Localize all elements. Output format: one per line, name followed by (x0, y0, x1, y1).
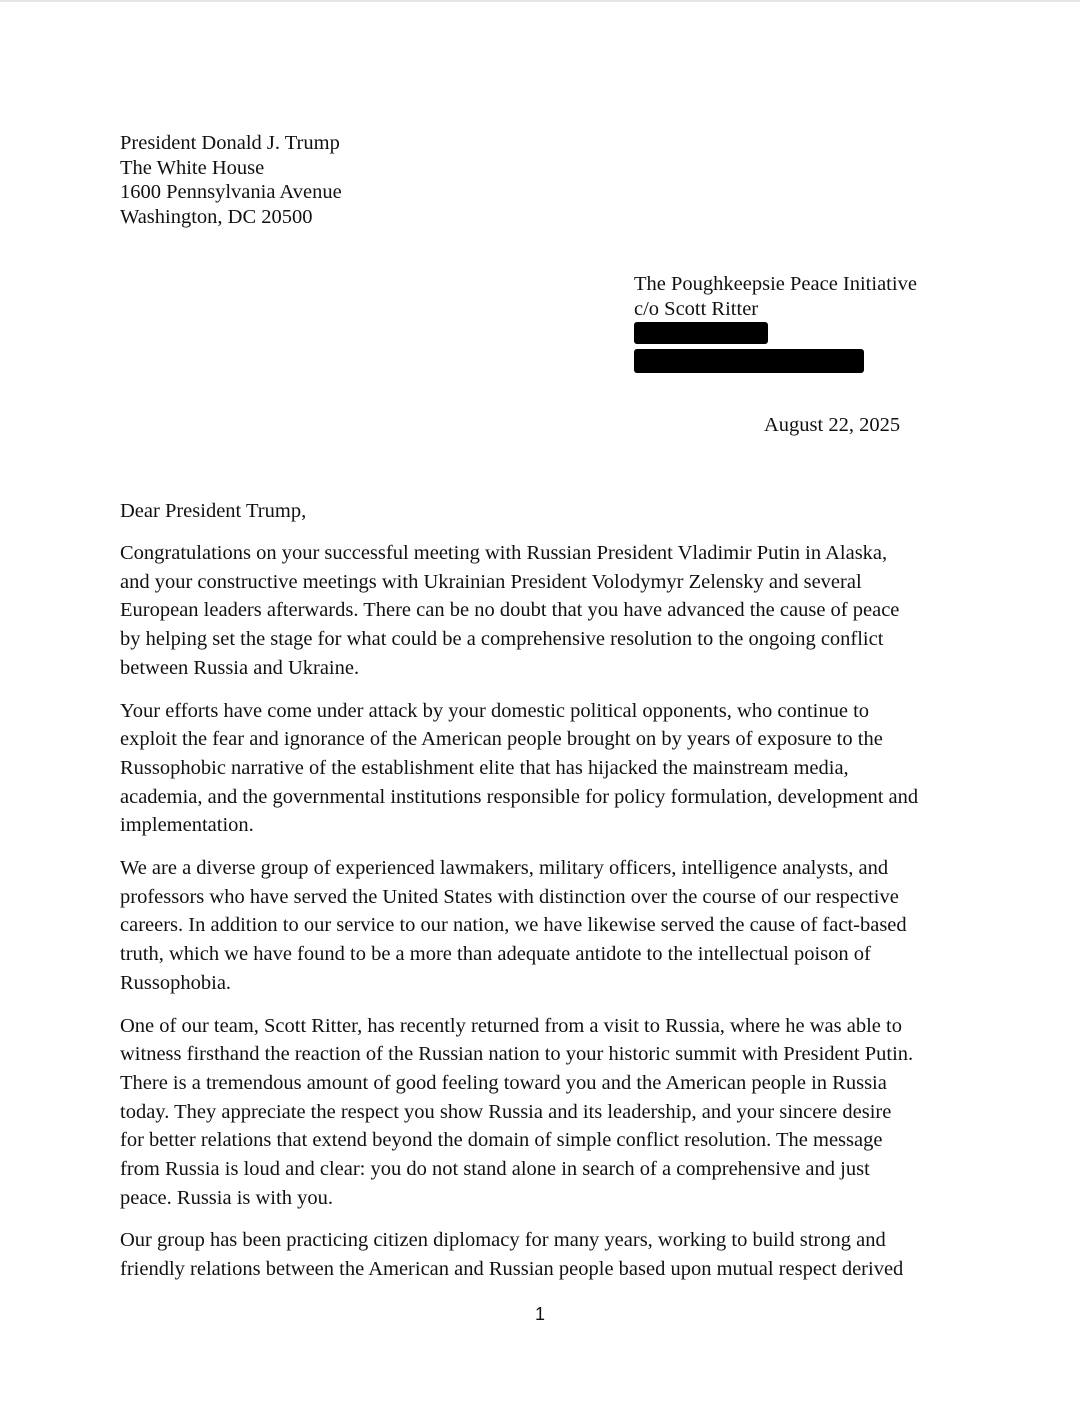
text-line: truth, which we have found to be a more than adequate antidote to the intellectual poison of (120, 943, 871, 966)
sender-line: c/o Scott Ritter (634, 297, 759, 320)
text-line: by helping set the stage for what could be a comprehensive resolution to the ongoing conflict (120, 628, 884, 651)
text-line: witness firsthand the reaction of the Russian nation to your historic summit with President Putin. (120, 1043, 914, 1066)
text-line: from Russia is loud and clear: you do not stand alone in search of a comprehensive and just (120, 1158, 870, 1181)
text-line: for better relations that extend beyond the domain of simple conflict resolution. The message (120, 1129, 883, 1152)
paragraph (120, 539, 960, 683)
text-line: peace. Russia is with you. (120, 1186, 333, 1209)
recipient-line: Washington, DC 20500 (120, 205, 313, 228)
paragraph (120, 1012, 960, 1213)
text-line: Congratulations on your successful meeting with Russian President Vladimir Putin in Alaska, (120, 542, 888, 564)
salutation: Dear President Trump, (120, 500, 307, 522)
text-line: between Russia and Ukraine. (120, 656, 360, 679)
text-line: today. They appreciate the respect you show Russia and its leadership, and your sincere desire (120, 1100, 892, 1123)
paragraph (120, 1226, 960, 1283)
text-line: professors who have served the United States with distinction over the course of our respective (120, 885, 899, 908)
text-line: and your constructive meetings with Ukrainian President Volodymyr Zelensky and several (120, 570, 862, 593)
recipient-line: 1600 Pennsylvania Avenue (120, 181, 342, 203)
letter-body (120, 539, 960, 1298)
page-top-edge (0, 0, 1080, 2)
text-line: One of our team, Scott Ritter, has recently returned from a visit to Russia, where he was able to (120, 1014, 902, 1037)
text-line: Russophobic narrative of the establishment elite that has hijacked the mainstream media, (120, 756, 849, 779)
text-line: We are a diverse group of experienced lawmakers, military officers, intelligence analysts, and (120, 857, 889, 880)
recipient-line: President Donald J. Trump (120, 132, 340, 154)
redaction-bar (634, 322, 768, 344)
text-line: European leaders afterwards. There can be no doubt that you have advanced the cause of peace (120, 599, 900, 622)
text-line: friendly relations between the American and Russian people based upon mutual respect derived (120, 1258, 904, 1281)
redaction-bar (634, 349, 864, 373)
sender-address-block (634, 272, 917, 321)
text-line: implementation. (120, 814, 254, 837)
text-line: Your efforts have come under attack by your domestic political opponents, who continue to (120, 699, 870, 722)
paragraph (120, 854, 960, 998)
text-line: careers. In addition to our service to our nation, we have likewise served the cause of fact-based (120, 914, 907, 937)
text-line: There is a tremendous amount of good feeling toward you and the American people in Russia (120, 1071, 887, 1094)
text-line: Our group has been practicing citizen diplomacy for many years, working to build strong and (120, 1229, 886, 1252)
page-number: 1 (534, 1304, 545, 1324)
letter-date: August 22, 2025 (764, 414, 901, 436)
sender-line: The Poughkeepsie Peace Initiative (634, 273, 917, 295)
text-line: exploit the fear and ignorance of the American people brought on by years of exposure to the (120, 728, 883, 751)
paragraph (120, 697, 960, 841)
text-line: academia, and the governmental institutions responsible for policy formulation, development and (120, 785, 919, 808)
text-line: Russophobia. (120, 971, 232, 994)
recipient-address-block (120, 131, 342, 229)
recipient-line: The White House (120, 156, 265, 179)
